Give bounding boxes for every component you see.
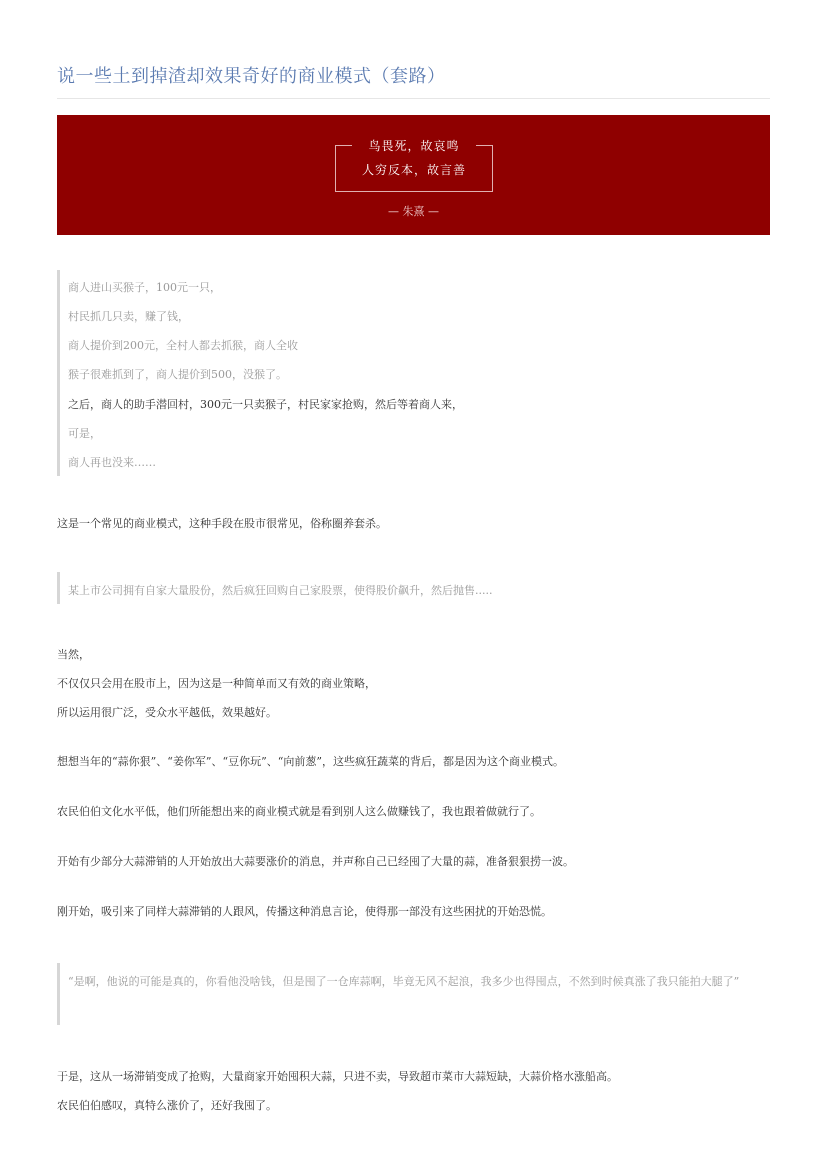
paragraph: 于是，这从一场滞销变成了抢购，大量商家开始囤积大蒜，只进不卖，导致超市菜市大蒜短缺，大蒜价格水涨船高。 <box>57 1070 618 1083</box>
article-title: 说一些土到掉渣却效果奇好的商业模式（套路） <box>57 66 446 87</box>
banner-line-2: 人穷反本，故言善 <box>361 163 466 177</box>
paragraph: 当然， <box>57 648 90 661</box>
quote-paragraph: “是啊，他说的可能是真的，你看他没啥钱，但是囤了一仓库蒜啊，毕竟无风不起浪，我多少也得囤点，不然到时候真涨了我只能拍大腿了” <box>68 975 740 988</box>
quote-line: 猴子很难抓到了，商人提价到500，没猴了。 <box>68 368 287 381</box>
paragraph: 这是一个常见的商业模式，这种手段在股市很常见，俗称圈养套杀。 <box>57 517 387 530</box>
paragraph: 农民伯伯感叹，真特么涨价了，还好我囤了。 <box>57 1099 277 1112</box>
banner-quote-frame <box>335 139 493 192</box>
blockquote-monkey-story <box>57 270 765 476</box>
paragraph: 开始有少部分大蒜滞销的人开始放出大蒜要涨价的消息，并声称自己已经囤了大量的蒜，准备狠狠捞一波。 <box>57 855 574 868</box>
quote-banner <box>57 115 770 235</box>
paragraph: 不仅仅只会用在股市上，因为这是一种简单而又有效的商业策略， <box>57 677 376 690</box>
banner-line-1: 鸟畏死，故哀鸣 <box>368 139 460 153</box>
quote-line: 可是， <box>68 427 101 440</box>
paragraph: 刚开始，吸引来了同样大蒜滞销的人跟风，传播这种消息言论，使得那一部没有这些困扰的开始恐慌。 <box>57 905 552 918</box>
paragraph: 所以运用很广泛，受众水平越低，效果越好。 <box>57 706 277 719</box>
paragraph: 想想当年的“蒜你狠”、“姜你军”、“豆你玩”、“向前葱”，这些疯狂蔬菜的背后，都是因为这个商业模式。 <box>57 755 564 768</box>
quote-line: 商人进山买猴子，100元一只， <box>68 281 221 294</box>
quote-line: 之后，商人的助手潜回村，300元一只卖猴子，村民家家抢购，然后等着商人来， <box>68 398 463 411</box>
title-divider <box>57 98 770 99</box>
quote-line: 村民抓几只卖，赚了钱， <box>68 310 189 323</box>
blockquote-stock <box>57 572 765 604</box>
paragraph: 农民伯伯文化水平低，他们所能想出来的商业模式就是看到别人这么做赚钱了，我也跟着做就行了。 <box>57 805 541 818</box>
blockquote-garlic <box>57 963 765 1025</box>
quote-line: 某上市公司拥有自家大量股份，然后疯狂回购自己家股票，使得股价飙升，然后抛售..... <box>68 584 493 597</box>
banner-author: — 朱熹 — <box>388 205 439 218</box>
quote-line: 商人提价到200元，全村人都去抓猴，商人全收 <box>68 339 298 352</box>
quote-line: 商人再也没来…… <box>68 456 156 469</box>
